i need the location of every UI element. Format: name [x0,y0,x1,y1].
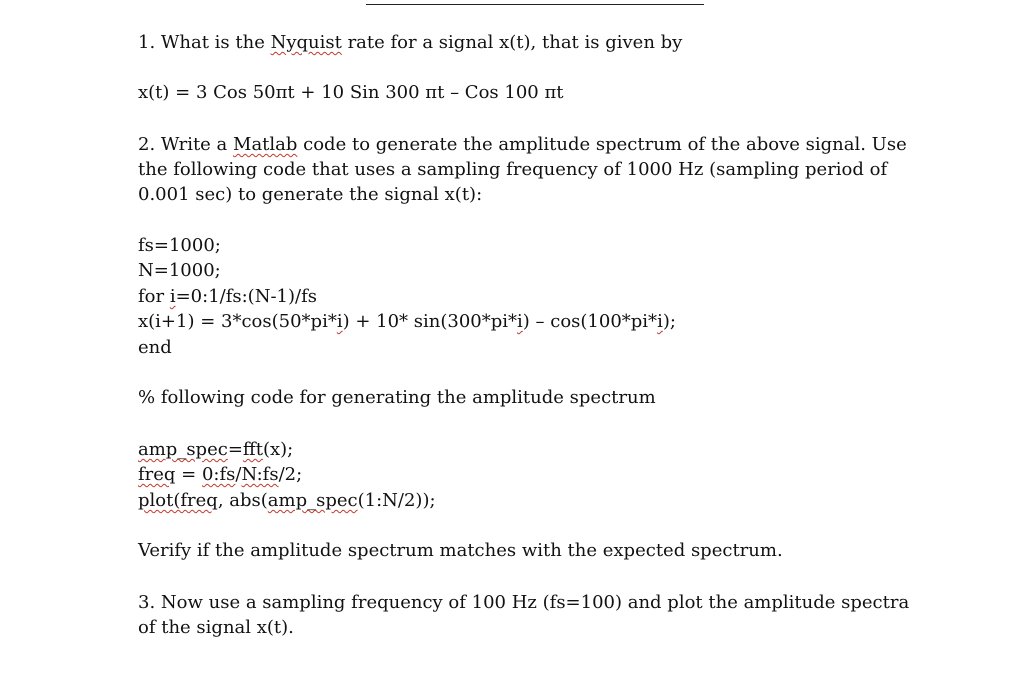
question2-line3: 0.001 sec) to generate the signal x(t): [138,184,483,205]
spell-flag: plot(freq [138,490,218,511]
spell-flag: i [336,311,343,332]
spell-flag: freq [138,464,176,485]
question1-line1: 1. What is the Nyquist rate for a signal x(t), that is given by [138,32,683,53]
verify-text: Verify if the amplitude spectrum matches with the expected spectrum. [138,540,783,561]
spell-flag: i [517,311,523,332]
spell-flag: amp_spec [138,439,228,460]
code-line-fs: fs=1000; [138,235,221,256]
spell-flag: 0:fs [201,464,236,485]
code-line-freq: freq = 0:fs/N:fs/2; [138,464,303,485]
question3-line1: 3. Now use a sampling frequency of 100 Hz (fs=100) and plot the amplitude spectra [138,592,910,613]
code-line-end: end [138,337,172,358]
question1-equation: x(t) = 3 Cos 50πt + 10 Sin 300 πt – Cos 100 πt [138,82,564,103]
code-line-for: for i=0:1/fs:(N-1)/fs [138,286,317,307]
question2-line1: 2. Write a Matlab code to generate the amplitude spectrum of the above signal. Use [138,134,907,155]
code-line-signal: x(i+1) = 3*cos(50*pi*i) + 10* sin(300*pi*i) – cos(100*pi*i); [138,311,676,332]
question3-line2: of the signal x(t). [138,617,294,638]
code-line-n: N=1000; [138,260,221,281]
question2-line2: the following code that uses a sampling frequency of 1000 Hz (sampling period of [138,159,888,180]
spell-flag: N:fs [241,464,279,485]
spell-flag: fft [242,439,263,460]
spell-flag: Matlab [233,134,298,155]
code-line-amp-spec: amp_spec=fft(x); [138,439,294,460]
code-line-plot: plot(freq, abs(amp_spec(1:N/2)); [138,490,436,511]
spell-flag: i [657,311,663,332]
spell-flag: Nyquist [270,32,342,53]
spell-flag: i [169,286,176,307]
top-rule [366,4,704,5]
spell-flag: amp_spec [267,490,358,511]
code-comment: % following code for generating the amplitude spectrum [138,387,656,408]
